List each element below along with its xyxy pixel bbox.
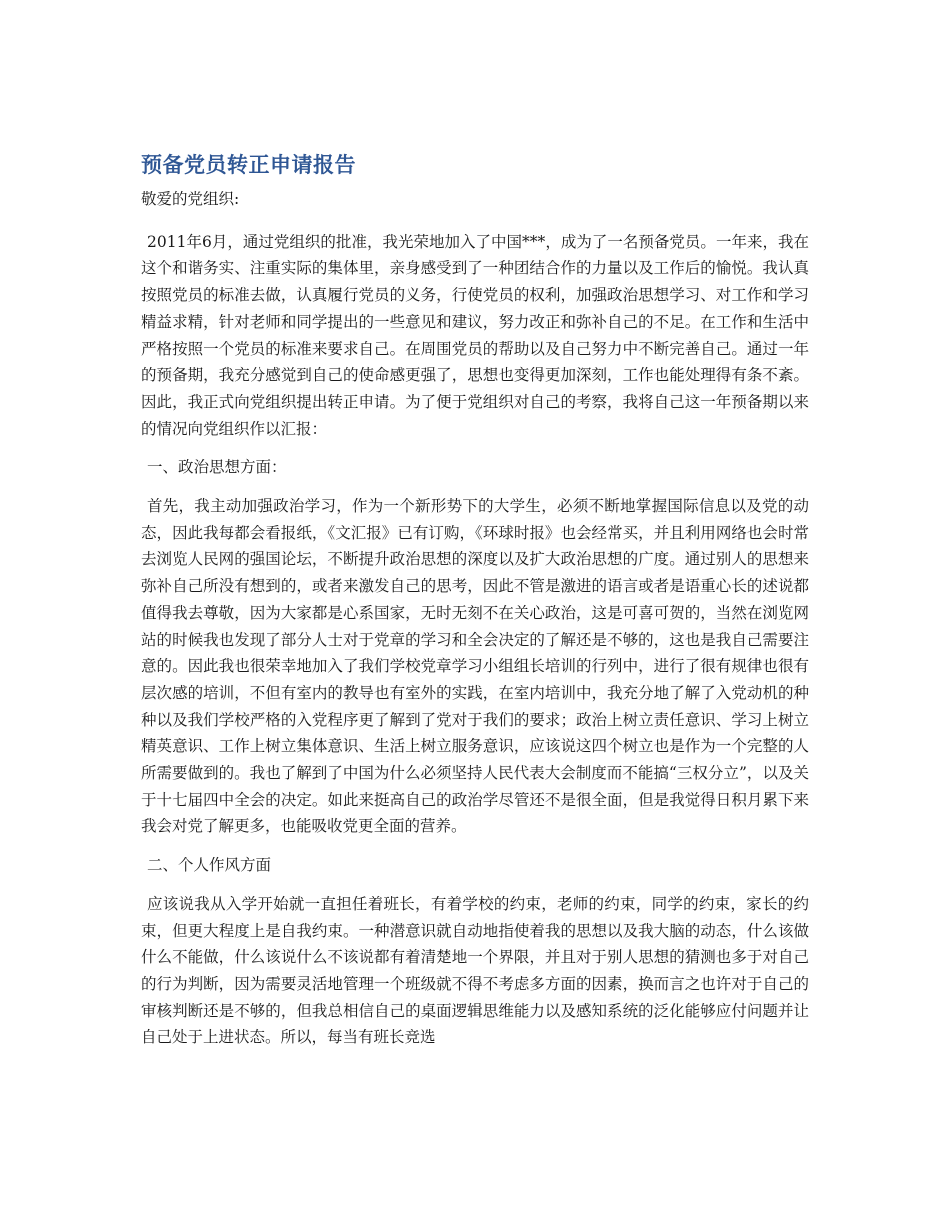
intro-paragraph: 2011年6月，通过党组织的批准，我光荣地加入了中国***，成为了一名预备党员。一年来，我在这个和谐务实、注重实际的集体里，亲身感受到了一种团结合作的力量以及工作后的愉悦。我认真按照党员的标准去做，认真履行党员的义务，行使党员的权利，加强政治思想学习、对工作和学习精益求精，针对老师和同学提出的一些意见和建议，努力改正和弥补自己的不足。在工作和生活中严格按照一个党员的标准来要求自己。在周围党员的帮助以及自己努力中不断完善自己。通过一年的预备期，我充分感觉到自己的使命感更强了，思想也变得更加深刻，工作也能处理得有条不紊。因此，我正式向党组织提出转正申请。为了便于党组织对自己的考察，我将自己这一年预备期以来的情况向党组织作以汇报：	[141, 232, 809, 438]
document-page	[141, 150, 809, 1063]
salutation: 敬爱的党组织:	[141, 190, 240, 208]
political-thought-paragraph: 首先，我主动加强政治学习，作为一个新形势下的大学生，必须不断地掌握国际信息以及党的动态，因此我每都会看报纸，《文汇报》已有订购，《环球时报》也会经常买，并且利用网络也会时常去浏览人民网的强国论坛，不断提升政治思想的深度以及扩大政治思想的广度。通过别人的思想来弥补自己所没有想到的，或者来激发自己的思考，因此不管是激进的语言或者是语重心长的述说都值得我去尊敬，因为大家都是心系国家，无时无刻不在关心政治，这是可喜可贺的，当然在浏览网站的时候我也发现了部分人士对于党章的学习和全会决定的了解还是不够的，这也是我自己需要注意的。因此我也很荣幸地加入了我们学校党章学习小组组长培训的行列中，进行了很有规律也很有层次感的培训，不但有室内的教导也有室外的实践，在室内培训中，我充分地了解了入党动机的种种以及我们学校严格的入党程序更了解到了党对于我们的要求；政治上树立责任意识、学习上树立精英意识、工作上树立集体意识、生活上树立服务意识，应该说这四个树立也是作为一个完整的人所需要做到的。我也了解到了中国为什么必须坚持人民代表大会制度而不能搞“三权分立”，以及关于十七届四中全会的决定。如此来挺高自己的政治学尽管还不是很全面，但是我觉得日积月累下来我会对党了解更多，也能吸收党更全面的营养。	[141, 497, 809, 836]
section-heading-personal-style: 二、个人作风方面	[147, 856, 272, 875]
document-title: 预备党员转正申请报告	[141, 153, 356, 177]
section-heading-political: 一、政治思想方面：	[147, 458, 287, 477]
personal-style-paragraph: 应该说我从入学开始就一直担任着班长，有着学校的约束，老师的约束，同学的约束，家长的约束，但更大程度上是自我约束。一种潜意识就自动地指使着我的思想以及我大脑的动态，什么该做什么不能做，什么该说什么不该说都有着清楚地一个界限，并且对于别人思想的猜测也多于对自己的行为判断，因为需要灵活地管理一个班级就不得不考虑多方面的因素，换而言之也许对于自己的审核判断还是不够的，但我总相信自己的桌面逻辑思维能力以及感知系统的泛化能够应付问题并让自己处于上进状态。所以，每当有班长竞选	[141, 894, 809, 1047]
